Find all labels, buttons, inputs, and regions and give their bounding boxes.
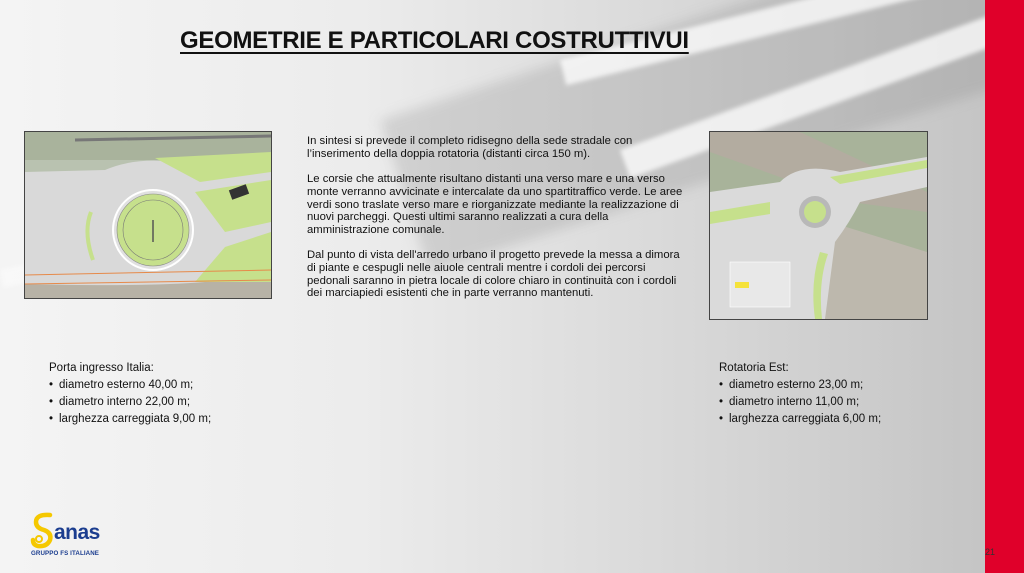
spec-rotatoria-est [719,360,881,428]
accent-bar [985,0,1024,573]
anas-logo [28,510,118,560]
anas-s-emblem-icon [30,512,56,550]
description-paragraph: Le corsie che attualmente risultano distanti una verso mare e una verso monte verranno avvicinate e intercalate da uno spartitraffico verde. Le aree verdi sono traslate verso mare e riorganizzate mediante la realizzazione di nuovi parcheggi. Questi ultimi saranno realizzati a cura della amministrazione comunale. [307,173,683,236]
spec-heading: Porta ingresso Italia: [49,362,154,374]
roundabout-plan-drawing [710,132,927,319]
description-paragraph: Dal punto di vista dell'arredo urbano il progetto prevede la messa a dimora di piante e cespugli nelle aiuole centrali mentre i cordoli dei percorsi pedonali saranno in pietra locale di colore chiaro in continuità con i cordoli dei marciapiedi esistenti che in parte verranno mantenuti. [307,249,680,300]
spec-porta-ingresso-italia [49,360,211,428]
spec-list [49,377,211,428]
spec-item: • diametro interno 22,00 m; [49,394,211,411]
spec-item: • diametro esterno 40,00 m; [49,377,211,394]
description-paragraph: In sintesi si prevede il completo ridisegno della sede stradale con l’inserimento della doppia rotatoria (distanti circa 150 m). [307,135,633,160]
logo-wordmark: anas [54,521,100,544]
spec-item: • larghezza carreggiata 6,00 m; [719,411,881,428]
roundabout-plan-image-right [709,131,928,320]
page-number: 21 [985,547,996,557]
spec-item: • larghezza carreggiata 9,00 m; [49,411,211,428]
page-title: GEOMETRIE E PARTICOLARI COSTRUTTIVUI [180,27,689,54]
spec-item: • diametro esterno 23,00 m; [719,377,881,394]
roundabout-plan-image-left [24,131,272,299]
description-text [307,135,687,313]
spec-list [719,377,881,428]
logo-tagline: GRUPPO FS ITALIANE [31,550,100,557]
spec-item: • diametro interno 11,00 m; [719,394,881,411]
spec-heading: Rotatoria Est: [719,362,789,374]
roundabout-plan-drawing [25,132,271,298]
